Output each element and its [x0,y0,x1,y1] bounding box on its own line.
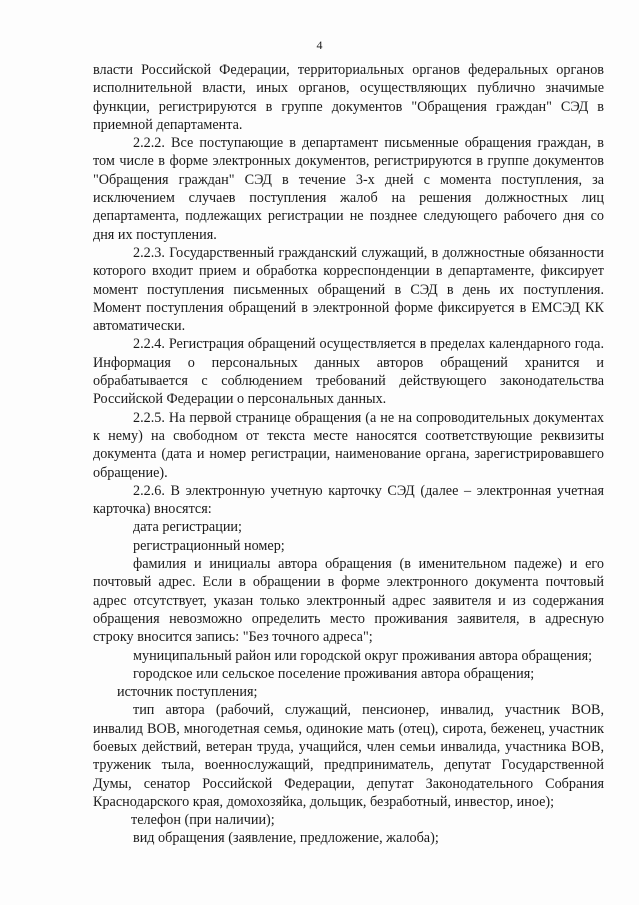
paragraph: 2.2.6. В электронную учетную карточку СЭД (далее – электронная учетная карточка) вносятся: [93,482,604,518]
paragraph: 2.2.4. Регистрация обращений осуществляется в пределах календарного года. Информация о персональных данных авторов обращений хранится и обрабатывается с соблюдением требований действующего законодательства Российской Федерации о персональных данных. [93,336,604,408]
paragraph: дата регистрации; [133,519,242,536]
paragraph: 2.2.2. Все поступающие в департамент письменные обращения граждан, в том числе в форме электронных документов, регистрируются в группе документов "Обращения граждан" СЭД в течение 3-х дней с момента поступления, за исключением случаев поступления жалоб на решения должностных лиц департамента, подлежащих регистрации не позднее следующего рабочего дня со дня их поступления. [93,135,604,243]
paragraph: вид обращения (заявление, предложение, жалоба); [133,830,439,847]
paragraph: 2.2.5. На первой странице обращения (а не на сопроводительных документах к нему) на свободном от текста месте наносятся соответствующие реквизиты документа (дата и номер регистрации, наименование органа, зарегистрировавшего обращение). [93,409,604,481]
paragraph: городское или сельское поселение проживания автора обращения; [133,665,535,682]
paragraph: муниципальный район или городской округ проживания автора обращения; [133,647,593,664]
paragraph: тип автора (рабочий, служащий, пенсионер, инвалид, участник ВОВ, инвалид ВОВ, многодетная семья, одинокие мать (отец), сирота, беженец, участник боевых действий, ветеран труда, учащийся, член семьи инвалида, участника ВОВ, труженик тыла, военнослужащий, предприниматель, депутат Государственной Думы, сенатор Российской Федерации, депутат Законодательного Собрания Краснодарского края, домохозяйка, дольщик, безработный, инвестор, иное); [93,702,604,810]
paragraph: фамилия и инициалы автора обращения (в именительном падеже) и его почтовый адрес. Если в обращении в форме электронного документа почтовый адрес отсутствует, указан только электронный адрес заявителя и из содержания обращения невозможно определить место проживания заявителя, в адресную строку вносится запись: "Без точного адреса"; [93,556,604,646]
page-number: 4 [316,38,323,52]
document-body [93,61,604,848]
paragraph: регистрационный номер; [133,537,285,554]
paragraph: власти Российской Федерации, территориальных органов федеральных органов исполнительной власти, иных органов, осуществляющих публично значимые функции, регистрируются в группе документов "Обращения граждан" СЭД в приемной департамента. [93,62,604,133]
paragraph: источник поступления; [117,684,258,701]
paragraph: телефон (при наличии); [131,812,275,829]
paragraph: 2.2.3. Государственный гражданский служащий, в должностные обязанности которого входит прием и обработка корреспонденции в департаменте, фиксирует момент поступления письменных обращений в СЭД в день их поступления. Момент поступления обращений в электронной форме фиксируется в ЕМСЭД КК автоматически. [93,244,604,335]
